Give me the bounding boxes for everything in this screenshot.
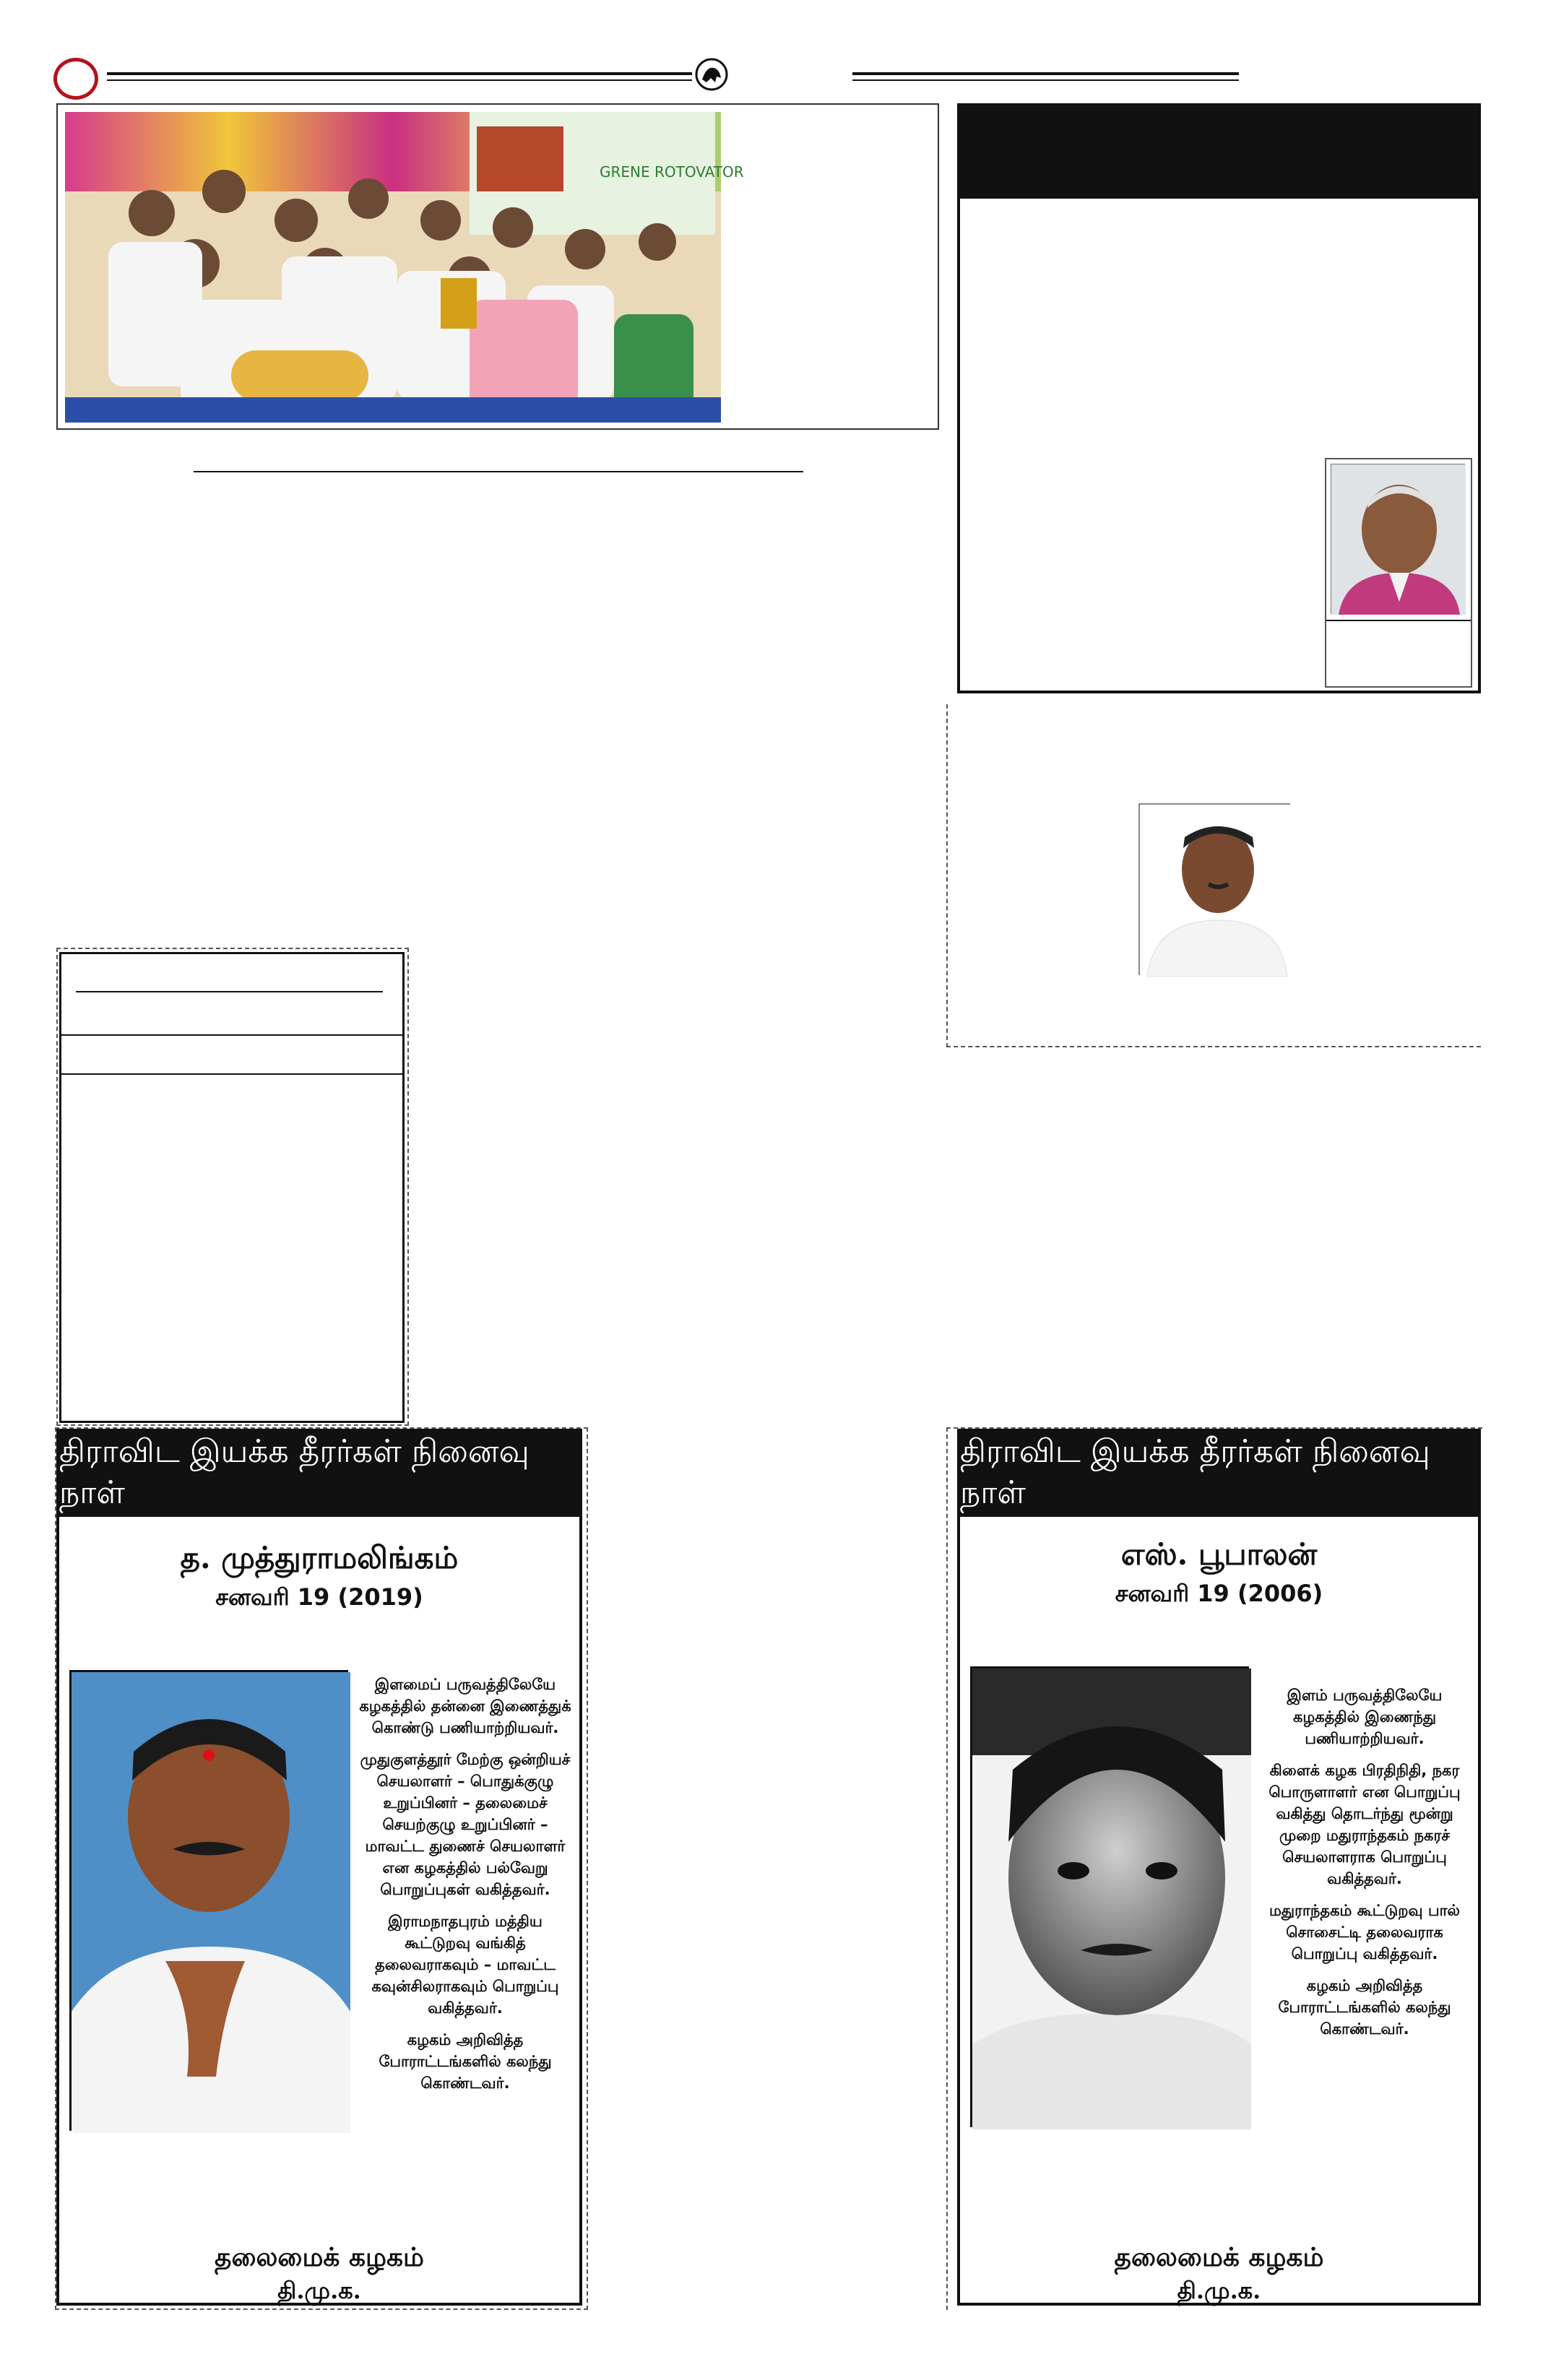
masthead-rule-left-2 <box>107 79 692 81</box>
right-memorial-date: சனவரி 19 (2006) <box>1115 1580 1323 1607</box>
headline-rule <box>194 471 803 472</box>
left-memorial-date: சனவரி 19 (2019) <box>215 1583 423 1611</box>
left-memorial-paragraph-3: இராமநாதபுரம் மத்திய கூட்டுறவு வங்கித் தலைவராகவும் – மாவட்ட கவுன்சிலராகவும் பொறுப்பு வகித்தவர். <box>371 1913 559 2017</box>
right-memorial-name: எஸ். பூபாலன் <box>1120 1536 1318 1572</box>
right-memorial-header: திராவிட இயக்க தீரர்கள் நினைவு நாள் <box>960 1432 1478 1517</box>
right-memorial-paragraph-3: மதுராந்தகம் கூட்டுறவு பால் சொசைட்டி தலைவராக பொறுப்பு வகித்தவர். <box>1269 1902 1460 1963</box>
right-memorial-text <box>1256 1684 1473 2050</box>
portrait-leader <box>1138 803 1290 975</box>
left-memorial-paragraph-2: முதுகுளத்தூர் மேற்கு ஒன்றியச் செயலாளர் – பொதுக்குழு உறுப்பினர் – தலைமைச் செயற்குழு உறுப்பினர் – மாவட்ட துணைச் செயலாளர் என கழகத்தில் பல்வேறு பொறுப்புகள் வகித்தவர். <box>360 1751 571 1898</box>
left-memorial-footer-1: தலைமைக் கழகம் <box>215 2242 424 2272</box>
left-middle-rule-2 <box>61 1034 403 1036</box>
masthead-rule-right-2 <box>852 79 1239 81</box>
left-memorial-name: த. முத்துராமலிங்கம் <box>180 1540 459 1575</box>
event-banner-text: GRENE ROTOVATOR <box>600 163 744 181</box>
right-memorial-footer-2: தி.மு.க. <box>1177 2277 1261 2304</box>
right-notice-header <box>960 106 1478 199</box>
left-middle-rule-3 <box>61 1073 403 1075</box>
masthead-rule-right <box>852 72 1239 75</box>
left-memorial-portrait <box>69 1670 348 2131</box>
rising-sun-emblem-icon <box>695 58 728 91</box>
right-memorial-paragraph-2: கிளைக் கழக பிரதிநிதி, நகர பொருளாளர் என பொறுப்பு வகித்து தொடர்ந்து மூன்று முறை மதுராந்தகம் நகரச் செயலாளராக பொறுப்பு வகித்தவர். <box>1268 1762 1461 1887</box>
left-memorial-footer-2: தி.மு.க. <box>277 2277 361 2304</box>
left-middle-rule-1 <box>76 991 383 992</box>
portrait-elder-divider <box>1326 620 1471 621</box>
right-memorial-paragraph-4: கழகம் அறிவித்த போராட்டங்களில் கலந்து கொண்டவர். <box>1278 1977 1451 2038</box>
right-memorial-portrait <box>970 1666 1249 2127</box>
right-memorial-footer-1: தலைமைக் கழகம் <box>1114 2242 1324 2272</box>
left-memorial-header: திராவிட இயக்க தீரர்கள் நினைவு நாள் <box>59 1432 579 1517</box>
left-memorial-paragraph-1: இளமைப் பருவத்திலேயே கழகத்தில் தன்னை இணைத்துக் கொண்டு பணியாற்றியவர். <box>359 1676 571 1736</box>
masthead-circle <box>53 58 98 100</box>
portrait-elder <box>1331 464 1465 614</box>
left-memorial-text <box>355 1674 575 2104</box>
right-memorial-paragraph-1: இளம் பருவத்திலேயே கழகத்தில் இணைந்து பணியாற்றியவர். <box>1287 1687 1443 1747</box>
left-middle-inner-box <box>59 952 405 1423</box>
event-photo <box>65 112 744 423</box>
masthead-rule-left <box>107 72 692 75</box>
left-memorial-box <box>56 1429 582 2306</box>
right-memorial-box <box>957 1429 1481 2306</box>
left-memorial-paragraph-4: கழகம் அறிவித்த போராட்டங்களில் கலந்து கொண்டவர். <box>379 2031 552 2092</box>
